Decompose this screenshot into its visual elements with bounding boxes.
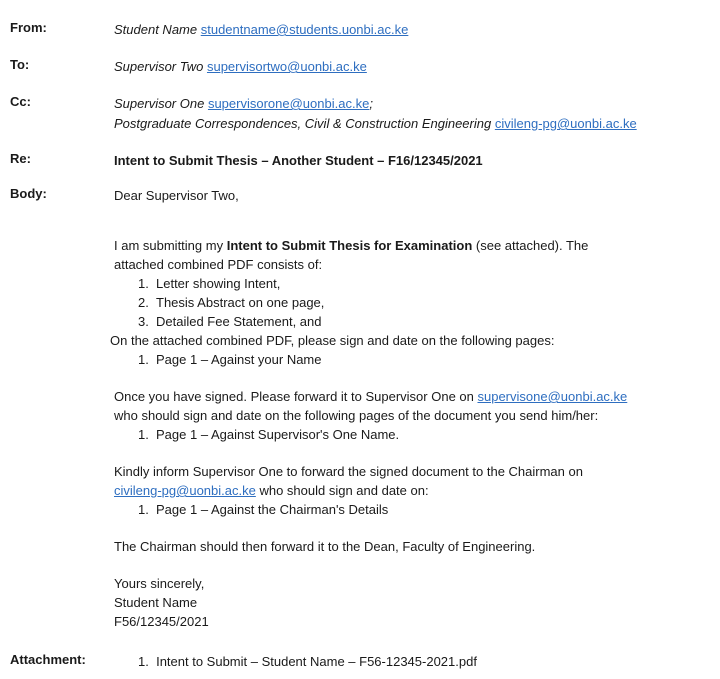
- cc-value-line1: [114, 94, 373, 113]
- cc-separator: ;: [369, 96, 373, 111]
- cc-email-link-2[interactable]: civileng-pg@uonbi.ac.ke: [494, 116, 637, 131]
- email-body: [110, 186, 720, 631]
- cc-email-link-1[interactable]: supervisorone@uonbi.ac.ke: [207, 96, 370, 111]
- attachment-number: 1.: [138, 654, 149, 669]
- cc-name-2: Postgraduate Correspondences, Civil & Construction Engineering: [114, 116, 492, 131]
- closing: Yours sincerely,: [114, 576, 205, 591]
- sign-pages-list: [114, 350, 720, 369]
- greeting: Dear Supervisor Two,: [114, 188, 239, 203]
- p1-pre-text: I am submitting my: [114, 238, 227, 253]
- chairman-list: [114, 500, 720, 519]
- list-number: 1.: [138, 502, 149, 517]
- to-name: Supervisor Two: [114, 59, 204, 74]
- paragraph-4-line-2: [114, 481, 720, 500]
- p4-email-link[interactable]: civileng-pg@uonbi.ac.ke: [114, 483, 256, 498]
- signature-name: Student Name: [114, 595, 198, 610]
- supervisor-one-list: [114, 425, 720, 444]
- list-item-text: Page 1 – Against your Name: [156, 352, 322, 367]
- paragraph-3-line-1: [114, 387, 720, 406]
- paragraph-1-line-2: attached combined PDF consists of:: [114, 257, 323, 272]
- list-number: 1.: [138, 352, 149, 367]
- list-item-text: Thesis Abstract on one page,: [156, 295, 325, 310]
- to-value: [114, 57, 367, 76]
- list-item-text: Detailed Fee Statement, and: [156, 314, 322, 329]
- list-item: [114, 500, 720, 519]
- paragraph-1-line-1: [114, 236, 720, 255]
- from-email-link[interactable]: studentname@students.uonbi.ac.ke: [200, 22, 409, 37]
- list-item: [114, 350, 720, 369]
- signature-id: F56/12345/2021: [114, 614, 209, 629]
- attachment-label: Attachment:: [10, 652, 86, 667]
- subject-line: Intent to Submit Thesis – Another Student – F16/12345/2021: [114, 153, 483, 168]
- contents-list: [114, 274, 720, 331]
- list-number: 2.: [138, 295, 149, 310]
- list-item-text: Letter showing Intent,: [156, 276, 281, 291]
- from-label: From:: [10, 20, 47, 35]
- from-value: [114, 20, 408, 39]
- p1-bold-text: Intent to Submit Thesis for Examination: [226, 238, 473, 253]
- from-name: Student Name: [114, 22, 198, 37]
- cc-label: Cc:: [10, 94, 31, 109]
- list-number: 3.: [138, 314, 149, 329]
- list-number: 1.: [138, 276, 149, 291]
- p4-post-text: who should sign and date on:: [255, 483, 429, 498]
- to-email-link[interactable]: supervisortwo@uonbi.ac.ke: [206, 59, 367, 74]
- p1-post-text: (see attached). The: [472, 238, 589, 253]
- list-number: 1.: [138, 427, 149, 442]
- re-label: Re:: [10, 151, 31, 166]
- list-item: [114, 312, 720, 331]
- list-item-text: Page 1 – Against Supervisor's One Name.: [156, 427, 400, 442]
- list-item-text: Page 1 – Against the Chairman's Details: [156, 502, 389, 517]
- paragraph-4-line-1: Kindly inform Supervisor One to forward the signed document to the Chairman on: [114, 464, 583, 479]
- p3-pre-text: Once you have signed. Please forward it to Supervisor One on: [114, 389, 478, 404]
- list-item: [114, 425, 720, 444]
- cc-value-line2: [114, 114, 637, 133]
- attachment-item[interactable]: [138, 652, 477, 671]
- p3-email-link[interactable]: supervisone@uonbi.ac.ke: [477, 389, 628, 404]
- paragraph-2: On the attached combined PDF, please sign and date on the following pages:: [110, 333, 555, 348]
- list-item: [114, 274, 720, 293]
- cc-name-1: Supervisor One: [114, 96, 205, 111]
- list-item: [114, 293, 720, 312]
- to-label: To:: [10, 57, 30, 72]
- paragraph-3-line-2: who should sign and date on the following pages of the document you send him/her:: [114, 408, 599, 423]
- attachment-filename[interactable]: Intent to Submit – Student Name – F56-12345-2021.pdf: [156, 654, 477, 669]
- body-label: Body:: [10, 186, 47, 201]
- paragraph-5: The Chairman should then forward it to the Dean, Faculty of Engineering.: [114, 539, 536, 554]
